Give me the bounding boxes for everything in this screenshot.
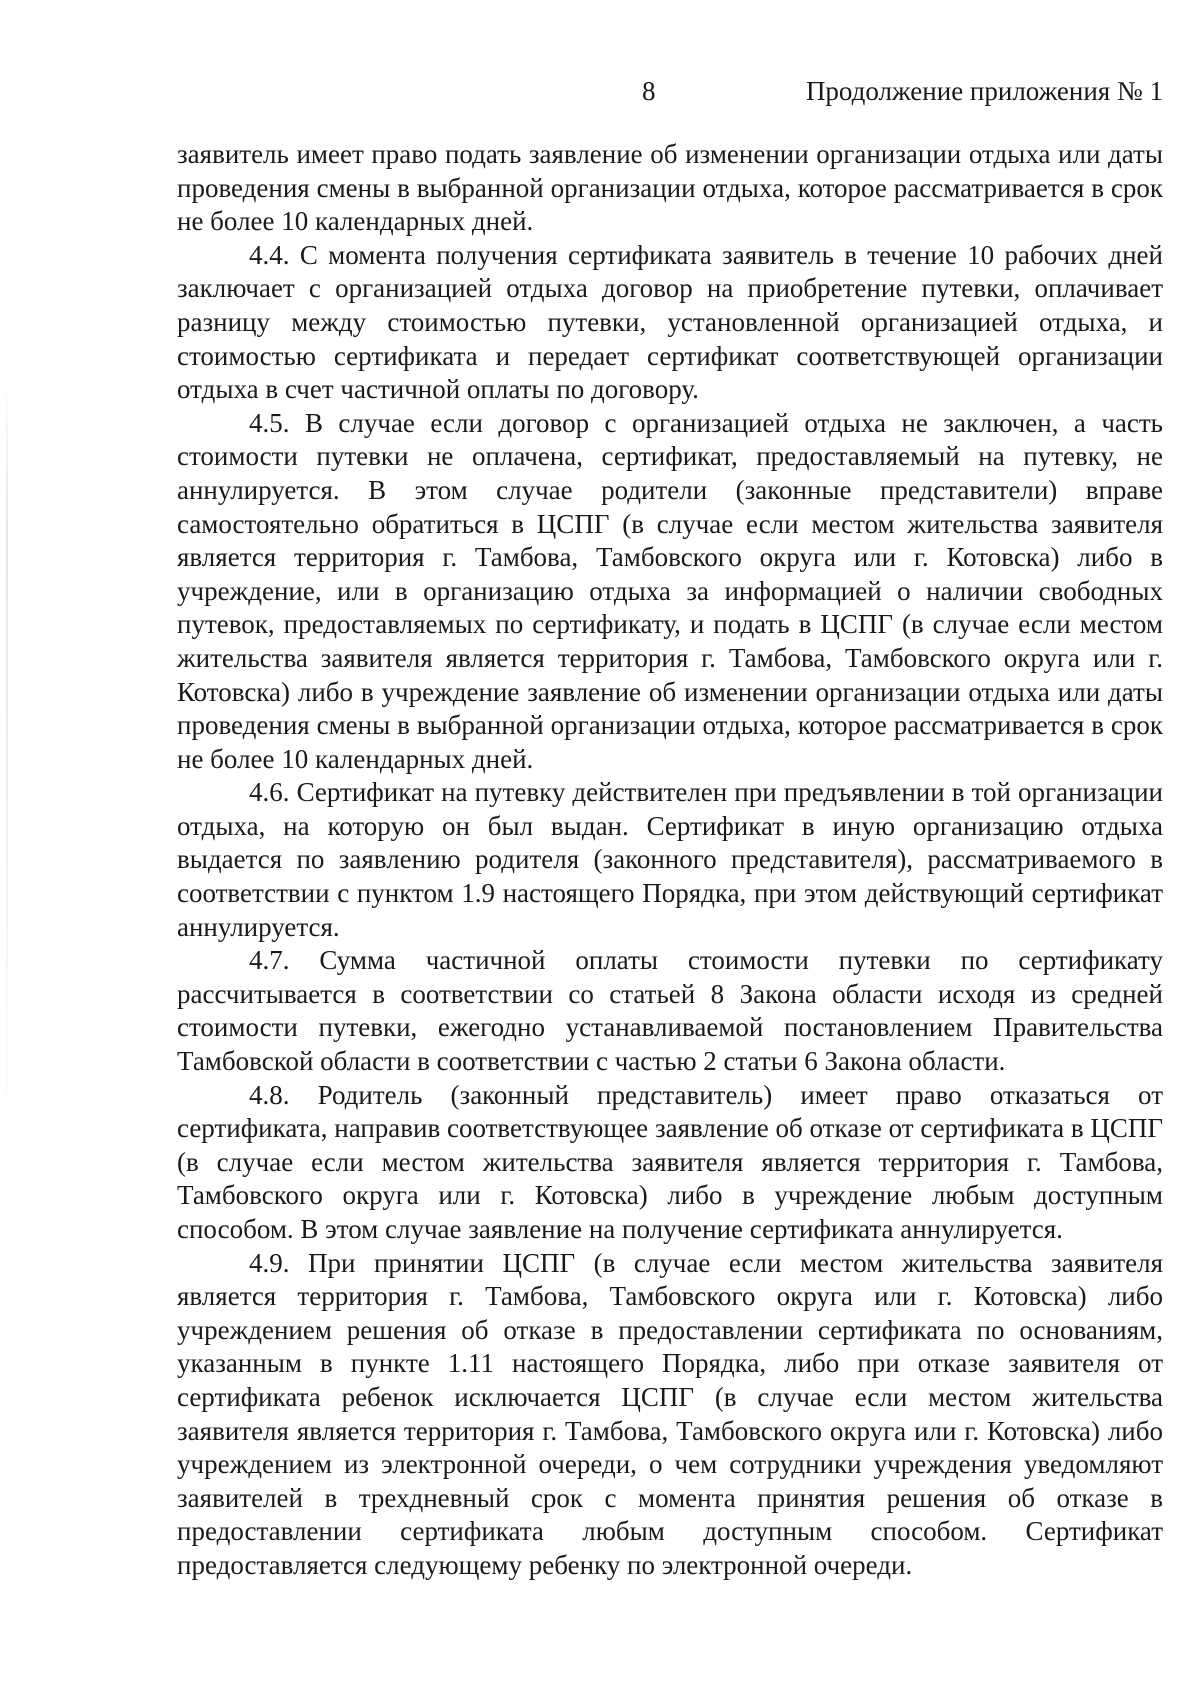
paragraph-4-8: 4.8. Родитель (законный представитель) имеет право отказаться от сертификата, направив соответствующее заявление об отказе от сертификата в ЦСПГ (в случае если местом жительства заявителя является территория г. Тамбова, Тамбовского округа или г. Котовска) либо в учреждение любым доступным способом. В этом случае заявление на получение сертификата аннулируется. (177, 1079, 1163, 1244)
appendix-continuation-label: Продолжение приложения № 1 (805, 76, 1163, 106)
paragraph-4-4: 4.4. С момента получения сертификата заявитель в течение 10 рабочих дней заключает с организацией отдыха договор на приобретение путевки, оплачивает разницу между стоимостью путевки, установленной организацией отдыха, и стоимостью сертификата и передает сертификат соответствующей организации отдыха в счет частичной оплаты по договору. (177, 239, 1163, 405)
scan-edge-shadow (6, 380, 8, 1140)
document-body (177, 138, 1163, 1583)
paragraph-4-5: 4.5. В случае если договор с организацией отдыха не заключен, а часть стоимости путевки не оплачена, сертификат, предоставляемый на путевку, не аннулируется. В этом случае родители (законные представители) вправе самостоятельно обратиться в ЦСПГ (в случае если местом жительства заявителя является территория г. Тамбова, Тамбовского округа или г. Котовска) либо в учреждение, или в организацию отдыха за информацией о наличии свободных путевок, предоставляемых по сертификату, и подать в ЦСПГ (в случае если местом жительства заявителя является территория г. Тамбова, Тамбовского округа или г. Котовска) либо в учреждение заявление об изменении организации отдыха или даты проведения смены в выбранной организации отдыха, которое рассматривается в срок не более 10 календарных дней. (177, 407, 1163, 774)
paragraph-continued: заявитель имеет право подать заявление об изменении организации отдыха или даты проведения смены в выбранной организации отдыха, которое рассматривается в срок не более 10 календарных дней. (177, 139, 1163, 237)
paragraph-4-7: 4.7. Сумма частичной оплаты стоимости путевки по сертификату рассчитывается в соответствии со статьей 8 Закона области исходя из средней стоимости путевки, ежегодно устанавливаемой постановлением Правительства Тамбовской области в соответствии с частью 2 статьи 6 Закона области. (177, 945, 1163, 1077)
paragraph-4-9: 4.9. При принятии ЦСПГ (в случае если местом жительства заявителя является территория г. Тамбова, Тамбовского округа или г. Котовска) либо учреждением решения об отказе в предоставлении сертификата по основаниям, указанным в пункте 1.11 настоящего Порядка, либо при отказе заявителя от сертификата ребенок исключается ЦСПГ (в случае если местом жительства заявителя является территория г. Тамбова, Тамбовского округа или г. Котовска) либо учреждением из электронной очереди, о чем сотрудники учреждения уведомляют заявителей в трехдневный срок с момента принятия решения об отказе в предоставлении сертификата любым доступным способом. Сертификат предоставляется следующему ребенку по электронной очереди. (177, 1247, 1163, 1580)
paragraph-4-6: 4.6. Сертификат на путевку действителен при предъявлении в той организации отдыха, на которую он был выдан. Сертификат в иную организацию отдыха выдается по заявлению родителя (законного представителя), рассматриваемого в соответствии с пунктом 1.9 настоящего Порядка, при этом действующий сертификат аннулируется. (177, 777, 1163, 942)
page-number: 8 (642, 76, 656, 106)
page-header (0, 76, 1200, 116)
